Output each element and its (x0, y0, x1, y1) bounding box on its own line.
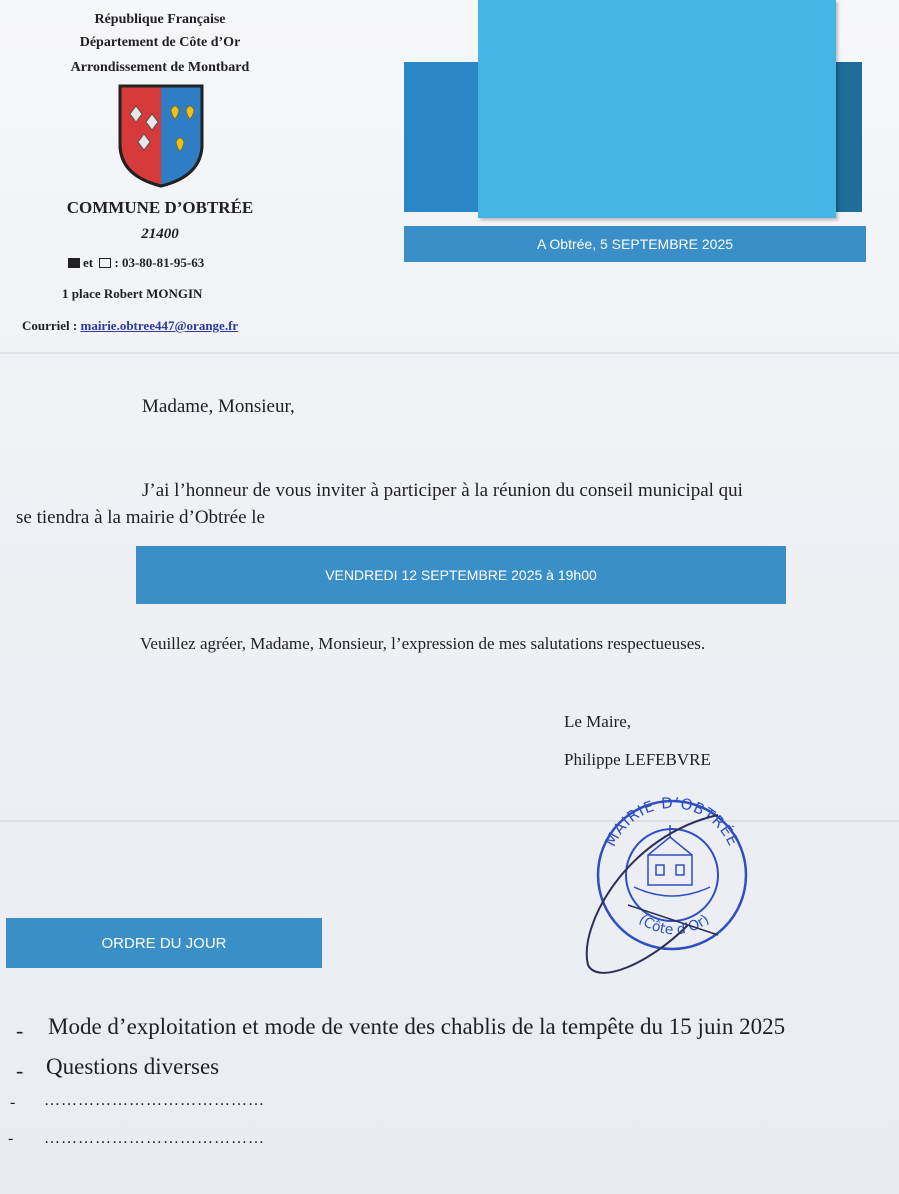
agenda-bullet: - (10, 1094, 16, 1111)
greeting: Madame, Monsieur, (142, 396, 295, 417)
agenda-bullet: - (8, 1130, 14, 1147)
signature-name: Philippe LEFEBVRE (564, 750, 711, 769)
postcode: 21400 (141, 226, 179, 242)
commune-name: COMMUNE D’OBTRÉE (66, 198, 254, 217)
stamp-bottom-text: (Côte d’Or) (635, 911, 713, 939)
email-label: Courriel : (22, 318, 78, 333)
phone-line (68, 255, 204, 271)
agenda-item: Questions diverses (46, 1054, 220, 1079)
agenda-blank-line: ………………………………… (44, 1092, 265, 1109)
agenda-bullet: - (16, 1058, 24, 1083)
coat-of-arms-icon (116, 84, 206, 188)
agenda-title-bar: ORDRE DU JOUR (6, 918, 322, 968)
stamp-top-text: MAIRIE D’OBTRÉE (601, 793, 743, 850)
invitation-line-1: J’ai l’honneur de vous inviter à participer à la réunion du conseil municipal qui (142, 480, 743, 501)
email-link[interactable]: mairie.obtree447@orange.fr (80, 318, 239, 333)
agenda-bullet: - (16, 1018, 24, 1043)
phone-connector: et (83, 255, 94, 270)
telephone-icon (68, 258, 80, 268)
date-bar: A Obtrée, 5 SEPTEMBRE 2025 (404, 226, 866, 262)
header-arrondissement: Arrondissement de Montbard (70, 60, 250, 75)
date-box-edge (404, 62, 478, 212)
agenda-blank-line: ………………………………… (44, 1130, 265, 1147)
header-republic: République Française (94, 12, 226, 27)
invitation-line-2: se tiendra à la mairie d’Obtrée le (16, 507, 265, 528)
mairie-stamp (568, 775, 778, 985)
phone-number: : 03-80-81-95-63 (114, 255, 205, 270)
sticky-note (478, 0, 836, 218)
signature-title: Le Maire, (564, 712, 632, 731)
paper-fold-line (0, 352, 899, 354)
closing-formula: Veuillez agréer, Madame, Monsieur, l’expression de mes salutations respectueuses. (140, 634, 706, 653)
fax-icon (99, 258, 111, 268)
header-department: Département de Côte d’Or (79, 35, 241, 50)
meeting-date-bar: VENDREDI 12 SEPTEMBRE 2025 à 19h00 (136, 546, 786, 604)
email-line (22, 318, 238, 334)
svg-text:(Côte d’Or) (636, 912, 713, 939)
agenda-item: Mode d’exploitation et mode de vente des chablis de la tempête du 15 juin 2025 (48, 1014, 786, 1039)
postal-address: 1 place Robert MONGIN (62, 286, 203, 301)
